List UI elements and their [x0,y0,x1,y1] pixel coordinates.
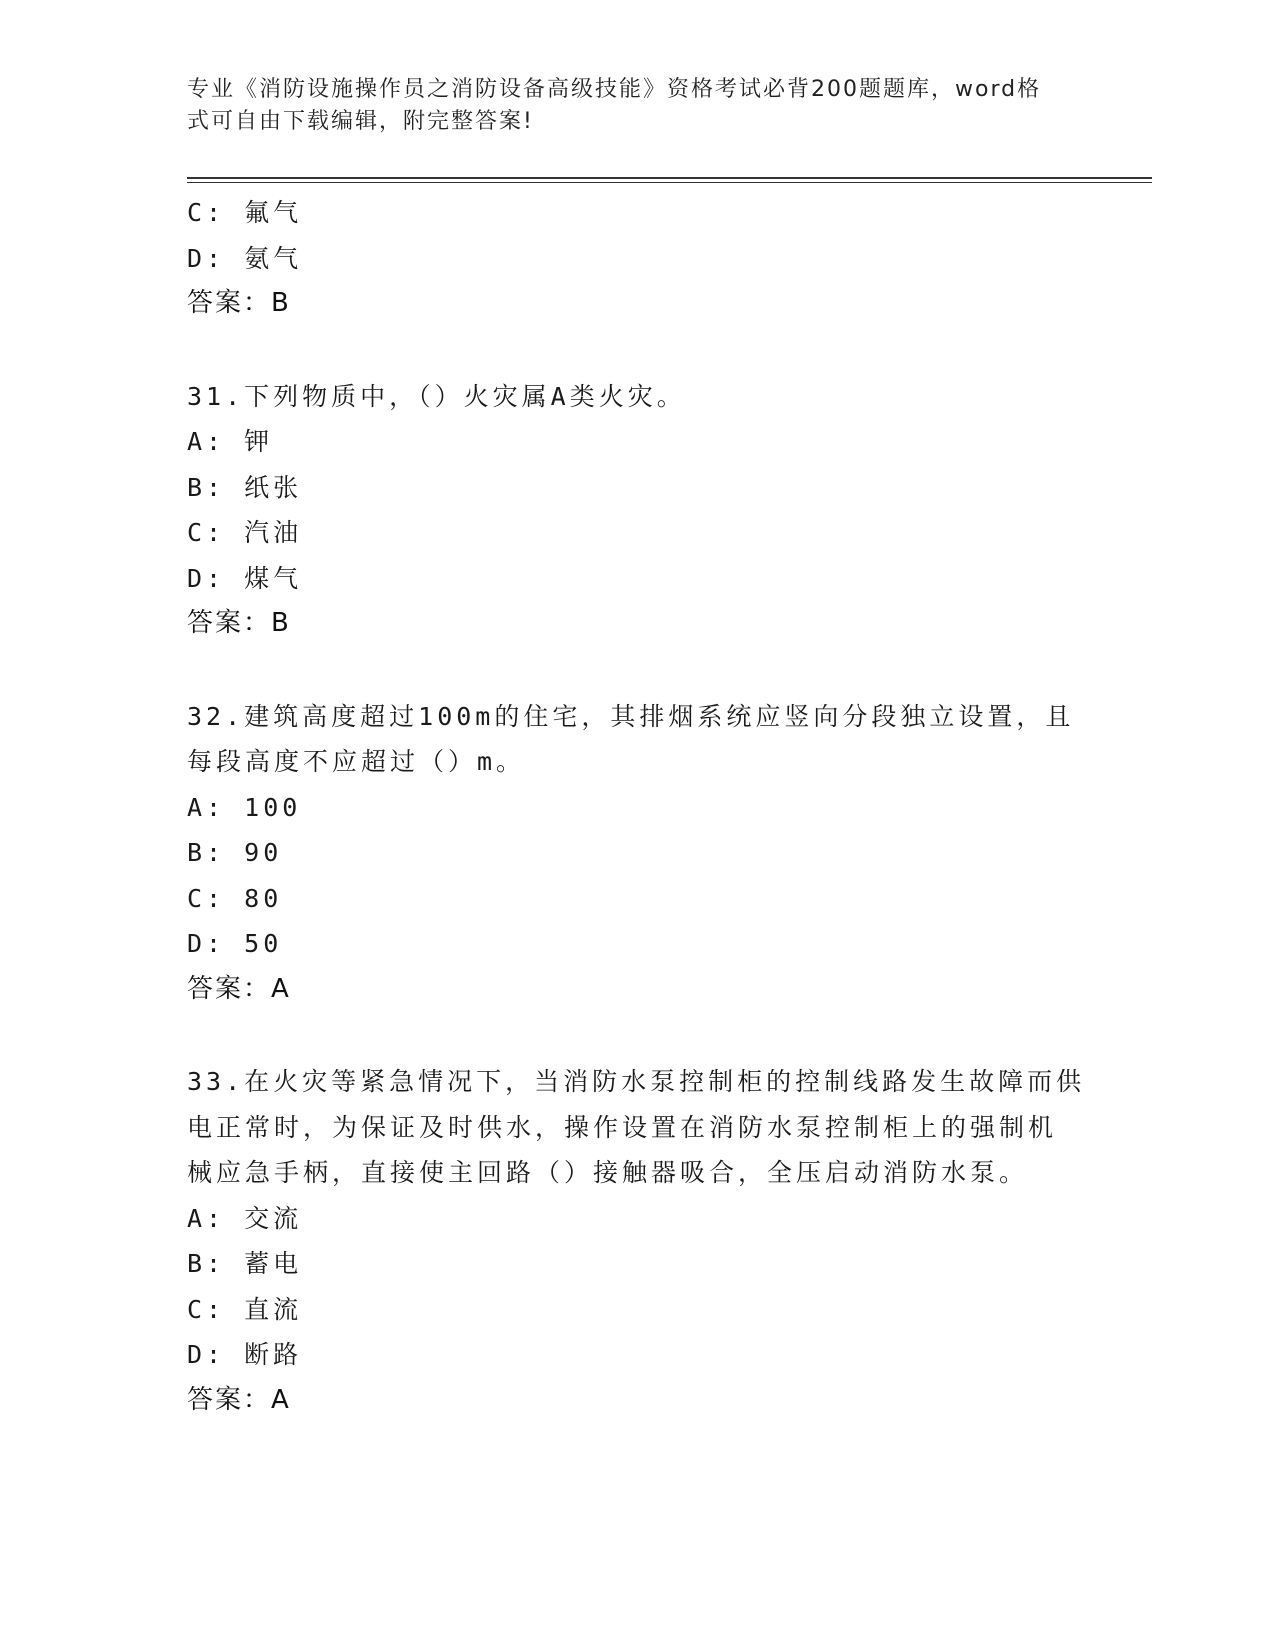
answer: 答案：B [187,288,291,318]
option-d: D: 断路 [187,1340,303,1369]
option-b: B: 纸张 [187,472,303,502]
header-line-2: 式可自由下载编辑，附完整答案! [187,109,534,134]
question-text: 31.下列物质中，（）火灾属A类火灾。 [187,381,686,411]
question-text-line-1: 33.在火灾等紧急情况下，当消防水泵控制柜的控制线路发生故障而供 [187,1067,1086,1096]
option-c: C: 汽油 [187,518,303,547]
option-b: B: 90 [187,838,283,867]
option-a: A: 钾 [187,427,274,456]
header-line-1: 专业《消防设施操作员之消防设备高级技能》资格考试必背200题题库，word格 [187,77,1042,102]
header-divider-thick [187,177,1152,179]
answer: 答案：A [187,1384,291,1415]
question-text-line-1: 32.建筑高度超过100m的住宅，其排烟系统应竖向分段独立设置，且 [187,701,1075,731]
answer: 答案：A [187,973,291,1004]
option-b: B: 蓄电 [187,1249,303,1278]
question-33 [187,1059,1087,1423]
question-text-line-2: 电正常时，为保证及时供水，操作设置在消防水泵控制柜上的强制机 [187,1112,1058,1142]
option-a: A: 交流 [187,1203,303,1233]
question-31 [187,374,1087,647]
option-d: D: 50 [187,929,283,958]
document-header [187,74,1067,138]
option-c: C: 直流 [187,1294,303,1324]
question-list [187,190,1087,1423]
answer: 答案：B [187,608,291,638]
option-d: D: 氨气 [187,243,303,273]
question-text-line-2: 每段高度不应超过（）m。 [187,747,526,776]
header-divider-thin [187,182,1152,183]
option-d: D: 煤气 [187,563,303,593]
prev-question [187,190,1087,327]
option-c: C: 氟气 [187,198,303,227]
option-a: A: 100 [187,792,302,822]
question-32 [187,694,1087,1013]
option-c: C: 80 [187,883,283,913]
question-text-line-3: 械应急手柄，直接使主回路（）接触器吸合，全压启动消防水泵。 [187,1158,1029,1187]
